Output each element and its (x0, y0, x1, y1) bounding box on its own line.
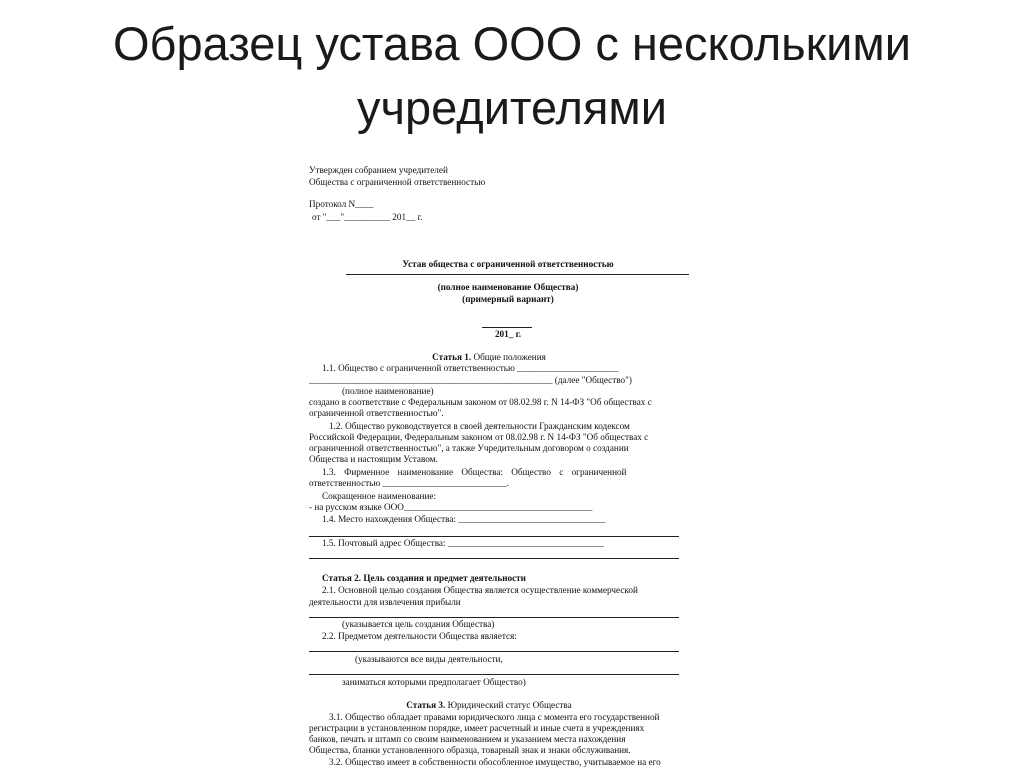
russian-name: - на русском языке ООО_________________________________________ (309, 502, 593, 512)
p1-2c: ограниченной ответственностью", а также Учредительным договором о создании (309, 443, 629, 453)
article-2-title: Статья 2. Цель создания и предмет деятельности (322, 573, 526, 583)
p3-1a: 3.1. Общество обладает правами юридического лица с момента его государственной (329, 712, 660, 722)
p2-1a: 2.1. Основной целью создания Общества является осуществление коммерческой (322, 585, 638, 595)
p2-1c: (указывается цель создания Общества) (342, 619, 495, 629)
p3-1b: регистрации в установленном порядке, имеет расчетный и иные счета в учреждениях (309, 723, 645, 733)
year: 201_ г. (494, 329, 522, 339)
p1-3a: 1.3. Фирменное наименование Общества: Общество с ограниченной (322, 467, 627, 477)
p3-1c: банков, печать и штамп со своим наименованием и указанием места нахождения (309, 734, 626, 744)
p1-1d: создано в соответствие с Федеральным законом от 08.02.98 г. N 14-ФЗ "Об обществах с (309, 397, 652, 407)
p3-1d: Общества, бланки установленного образца, товарный знак и знаки обслуживания. (309, 745, 631, 755)
p1-2d: Общества и настоящим Уставом. (309, 454, 438, 464)
protocol-number: Протокол N____ (309, 199, 374, 209)
p1-1e: ограниченной ответственностью". (309, 408, 444, 418)
address-line-1 (309, 536, 679, 537)
p1-4: 1.4. Место нахождения Общества: ________________________________ (322, 514, 606, 524)
company-name-line (346, 274, 689, 275)
p1-2a: 1.2. Общество руководствуется в своей деятельности Гражданским кодексом (329, 421, 630, 431)
p1-3b: ответственностью ___________________________. (309, 478, 509, 488)
activity-line-1 (309, 651, 679, 652)
p2-2c: заниматься которыми предполагает Общество) (342, 677, 526, 687)
city-line (482, 327, 532, 328)
p1-5: 1.5. Почтовый адрес Общества: __________________________________ (322, 538, 605, 548)
slide-title (0, 12, 1024, 140)
p2-2a: 2.2. Предметом деятельности Общества является: (322, 631, 517, 641)
article-1-title: Статья 1. Общие положения (432, 352, 546, 362)
p1-1c: (полное наименование) (342, 386, 434, 396)
goal-line (309, 617, 679, 618)
slide-title-line-2: учредителями (357, 81, 667, 134)
short-name: Сокращенное наименование: (322, 491, 436, 501)
approved-line-2: Общества с ограниченной ответственностью (309, 177, 486, 187)
activity-line-2 (309, 674, 679, 675)
approved-line-1: Утвержден собранием учредителей (309, 165, 448, 175)
p2-1b: деятельности для извлечения прибыли (309, 597, 461, 607)
p1-2b: Российской Федерации, Федеральным законом от 08.02.98 г. N 14-ФЗ "Об обществах с (309, 432, 649, 442)
variant-hint: (примерный вариант) (462, 294, 554, 304)
address-line-2 (309, 558, 679, 559)
p1-1a: 1.1. Общество с ограниченной ответственностью ______________________ (322, 363, 619, 373)
slide-title-line-1: Образец устава ООО с несколькими (113, 17, 911, 70)
article-3-title: Статья 3. Юридический статус Общества (406, 700, 572, 710)
protocol-date: от "___"__________ 201__ г. (312, 212, 423, 222)
full-name-hint: (полное наименование Общества) (437, 282, 579, 292)
p2-2b: (указываются все виды деятельности, (355, 654, 503, 664)
charter-title: Устав общества с ограниченной ответственностью (402, 259, 614, 269)
p3-2a: 3.2. Общество имеет в собственности обособленное имущество, учитываемое на его (329, 757, 661, 767)
p1-1b: _____________________________________________________ (далее "Общество") (309, 375, 632, 385)
